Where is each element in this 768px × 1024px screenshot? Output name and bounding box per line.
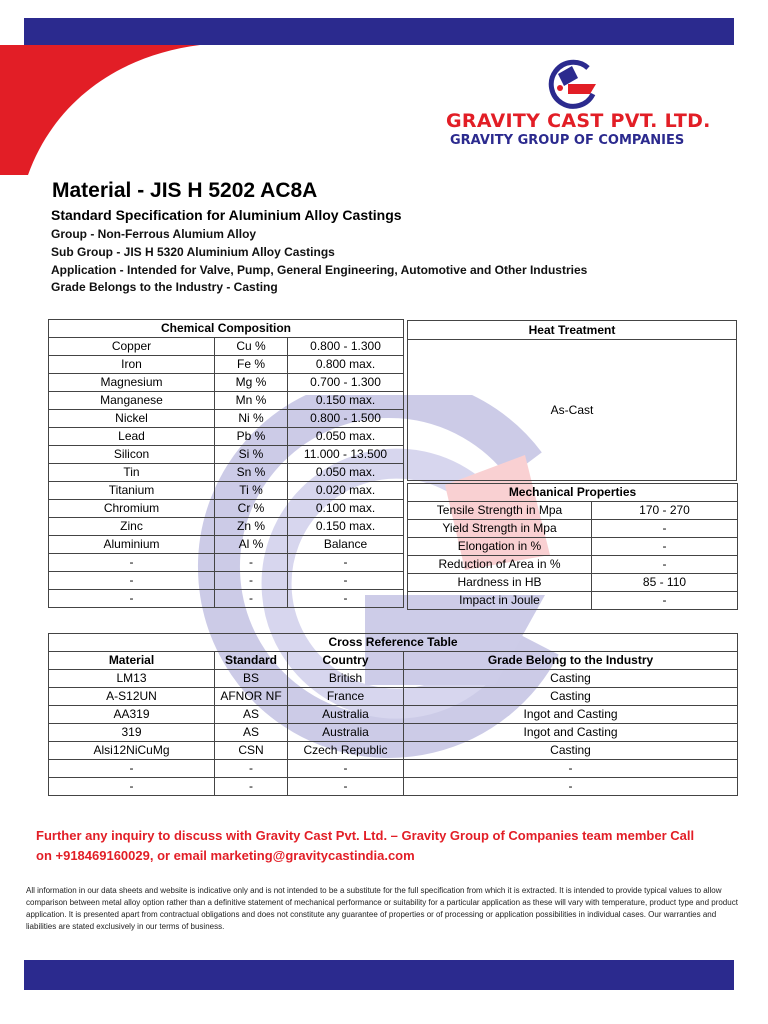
table-row xyxy=(49,590,404,608)
property-value: 85 - 110 xyxy=(592,574,738,592)
ref-country: British xyxy=(288,670,404,688)
element-name: Aluminium xyxy=(49,536,215,554)
element-range: - xyxy=(288,572,404,590)
table-row xyxy=(49,536,404,554)
column-header: Country xyxy=(288,652,404,670)
element-name: Chromium xyxy=(49,500,215,518)
element-symbol: Si % xyxy=(215,446,288,464)
ref-material: 319 xyxy=(49,724,215,742)
ref-grade: - xyxy=(404,760,738,778)
heat-treatment-value: As-Cast xyxy=(550,403,594,417)
table-row xyxy=(49,572,404,590)
element-range: 0.700 - 1.300 xyxy=(288,374,404,392)
table-row xyxy=(49,724,738,742)
element-range: 0.150 max. xyxy=(288,392,404,410)
table-row xyxy=(49,778,738,796)
property-name: Tensile Strength in Mpa xyxy=(408,502,592,520)
ref-country: Australia xyxy=(288,706,404,724)
element-range: - xyxy=(288,554,404,572)
ref-grade: - xyxy=(404,778,738,796)
property-name: Elongation in % xyxy=(408,538,592,556)
table-row xyxy=(49,464,404,482)
element-symbol: Sn % xyxy=(215,464,288,482)
element-symbol: Mn % xyxy=(215,392,288,410)
element-name: Manganese xyxy=(49,392,215,410)
mechanical-properties-table xyxy=(407,483,738,610)
cross-reference-header: Cross Reference Table xyxy=(49,634,738,652)
element-range: 0.800 max. xyxy=(288,356,404,374)
table-row xyxy=(49,670,738,688)
ref-material: A-S12UN xyxy=(49,688,215,706)
property-value: - xyxy=(592,556,738,574)
company-name: GRAVITY CAST PVT. LTD. xyxy=(446,110,711,132)
element-symbol: - xyxy=(215,572,288,590)
element-range: 0.800 - 1.500 xyxy=(288,410,404,428)
element-symbol: Pb % xyxy=(215,428,288,446)
element-name: Magnesium xyxy=(49,374,215,392)
element-name: Iron xyxy=(49,356,215,374)
table-row xyxy=(49,482,404,500)
ref-grade: Ingot and Casting xyxy=(404,706,738,724)
element-range: 0.050 max. xyxy=(288,464,404,482)
table-row xyxy=(49,410,404,428)
table-row xyxy=(49,706,738,724)
element-symbol: Ti % xyxy=(215,482,288,500)
table-row xyxy=(408,592,738,610)
element-range: 0.100 max. xyxy=(288,500,404,518)
table-row xyxy=(49,428,404,446)
material-grade: Grade Belongs to the Industry - Casting xyxy=(51,280,278,294)
element-symbol: - xyxy=(215,590,288,608)
property-name: Hardness in HB xyxy=(408,574,592,592)
material-sub-group: Sub Group - JIS H 5320 Aluminium Alloy Castings xyxy=(51,245,335,259)
ref-grade: Casting xyxy=(404,688,738,706)
table-row xyxy=(49,760,738,778)
table-row xyxy=(408,538,738,556)
property-name: Impact in Joule xyxy=(408,592,592,610)
column-header: Material xyxy=(49,652,215,670)
table-row xyxy=(408,502,738,520)
element-range: 11.000 - 13.500 xyxy=(288,446,404,464)
material-application: Application - Intended for Valve, Pump, General Engineering, Automotive and Other Industries xyxy=(51,263,588,277)
ref-material: - xyxy=(49,778,215,796)
ref-grade: Casting xyxy=(404,670,738,688)
element-name: - xyxy=(49,554,215,572)
element-name: Titanium xyxy=(49,482,215,500)
material-title: Material - JIS H 5202 AC8A xyxy=(52,179,318,202)
ref-country: - xyxy=(288,778,404,796)
heat-treatment-header: Heat Treatment xyxy=(408,321,736,340)
company-logo-icon xyxy=(538,58,600,110)
table-row xyxy=(49,356,404,374)
table-row xyxy=(49,392,404,410)
property-value: 170 - 270 xyxy=(592,502,738,520)
ref-standard: CSN xyxy=(215,742,288,760)
table-row xyxy=(49,500,404,518)
material-subtitle: Standard Specification for Aluminium Alloy Castings xyxy=(51,207,402,223)
ref-standard: AS xyxy=(215,706,288,724)
element-name: Silicon xyxy=(49,446,215,464)
ref-standard: BS xyxy=(215,670,288,688)
ref-grade: Casting xyxy=(404,742,738,760)
ref-country: - xyxy=(288,760,404,778)
property-value: - xyxy=(592,538,738,556)
ref-standard: AS xyxy=(215,724,288,742)
chemical-composition-table xyxy=(48,319,404,608)
element-name: Lead xyxy=(49,428,215,446)
ref-material: LM13 xyxy=(49,670,215,688)
element-range: - xyxy=(288,590,404,608)
table-row xyxy=(49,742,738,760)
property-value: - xyxy=(592,520,738,538)
table-row xyxy=(408,520,738,538)
disclaimer-text: All information in our data sheets and website is indicative only and is not intended to be a substitute for the full specification from which it is extracted. It is intended to provide typical values to allow comparison between metal alloy option rather than a definitive statement of mechanical performance or suitability for a particular application as these will vary with temperature, product type and product application. It is presented apart from contractual obligations and does not constitute any guarantee of properties or of processing or application possibilities in individual cases. Our warranties and liabilities are stated exclusively in our terms of business. xyxy=(26,886,738,931)
inquiry-note xyxy=(36,826,736,866)
element-name: Zinc xyxy=(49,518,215,536)
top-banner-bar xyxy=(24,18,734,45)
element-name: - xyxy=(49,590,215,608)
ref-standard: AFNOR NF xyxy=(215,688,288,706)
property-value: - xyxy=(592,592,738,610)
ref-country: Czech Republic xyxy=(288,742,404,760)
inquiry-line-2: on +918469160029, or email marketing@gravitycastindia.com xyxy=(36,848,415,863)
property-name: Reduction of Area in % xyxy=(408,556,592,574)
element-range: 0.150 max. xyxy=(288,518,404,536)
element-symbol: Cu % xyxy=(215,338,288,356)
table-row xyxy=(49,554,404,572)
element-name: - xyxy=(49,572,215,590)
element-name: Tin xyxy=(49,464,215,482)
element-symbol: Ni % xyxy=(215,410,288,428)
element-symbol: Cr % xyxy=(215,500,288,518)
ref-material: AA319 xyxy=(49,706,215,724)
ref-country: Australia xyxy=(288,724,404,742)
bottom-banner-bar xyxy=(24,960,734,990)
ref-material: - xyxy=(49,760,215,778)
table-row xyxy=(49,518,404,536)
element-range: 0.800 - 1.300 xyxy=(288,338,404,356)
column-header: Standard xyxy=(215,652,288,670)
element-name: Copper xyxy=(49,338,215,356)
table-row xyxy=(49,374,404,392)
element-symbol: Zn % xyxy=(215,518,288,536)
table-row xyxy=(49,688,738,706)
red-arc-decoration xyxy=(0,45,200,175)
element-symbol: Mg % xyxy=(215,374,288,392)
element-symbol: - xyxy=(215,554,288,572)
company-group-name: GRAVITY GROUP OF COMPANIES xyxy=(450,133,685,148)
mechanical-properties-header: Mechanical Properties xyxy=(408,484,738,502)
table-row xyxy=(408,556,738,574)
heat-treatment-box xyxy=(407,320,737,481)
element-symbol: Al % xyxy=(215,536,288,554)
cross-reference-table xyxy=(48,633,738,796)
chemical-composition-header: Chemical Composition xyxy=(49,320,404,338)
ref-standard: - xyxy=(215,760,288,778)
column-header: Grade Belong to the Industry xyxy=(404,652,738,670)
table-row xyxy=(49,446,404,464)
property-name: Yield Strength in Mpa xyxy=(408,520,592,538)
table-header-row xyxy=(49,652,738,670)
inquiry-line-1: Further any inquiry to discuss with Gravity Cast Pvt. Ltd. – Gravity Group of Companies team member Call xyxy=(36,828,695,843)
ref-standard: - xyxy=(215,778,288,796)
ref-country: France xyxy=(288,688,404,706)
element-name: Nickel xyxy=(49,410,215,428)
element-range: 0.020 max. xyxy=(288,482,404,500)
material-group: Group - Non-Ferrous Alumium Alloy xyxy=(51,227,257,241)
element-symbol: Fe % xyxy=(215,356,288,374)
ref-grade: Ingot and Casting xyxy=(404,724,738,742)
table-row xyxy=(49,338,404,356)
element-range: Balance xyxy=(288,536,404,554)
element-range: 0.050 max. xyxy=(288,428,404,446)
table-row xyxy=(408,574,738,592)
ref-material: Alsi12NiCuMg xyxy=(49,742,215,760)
